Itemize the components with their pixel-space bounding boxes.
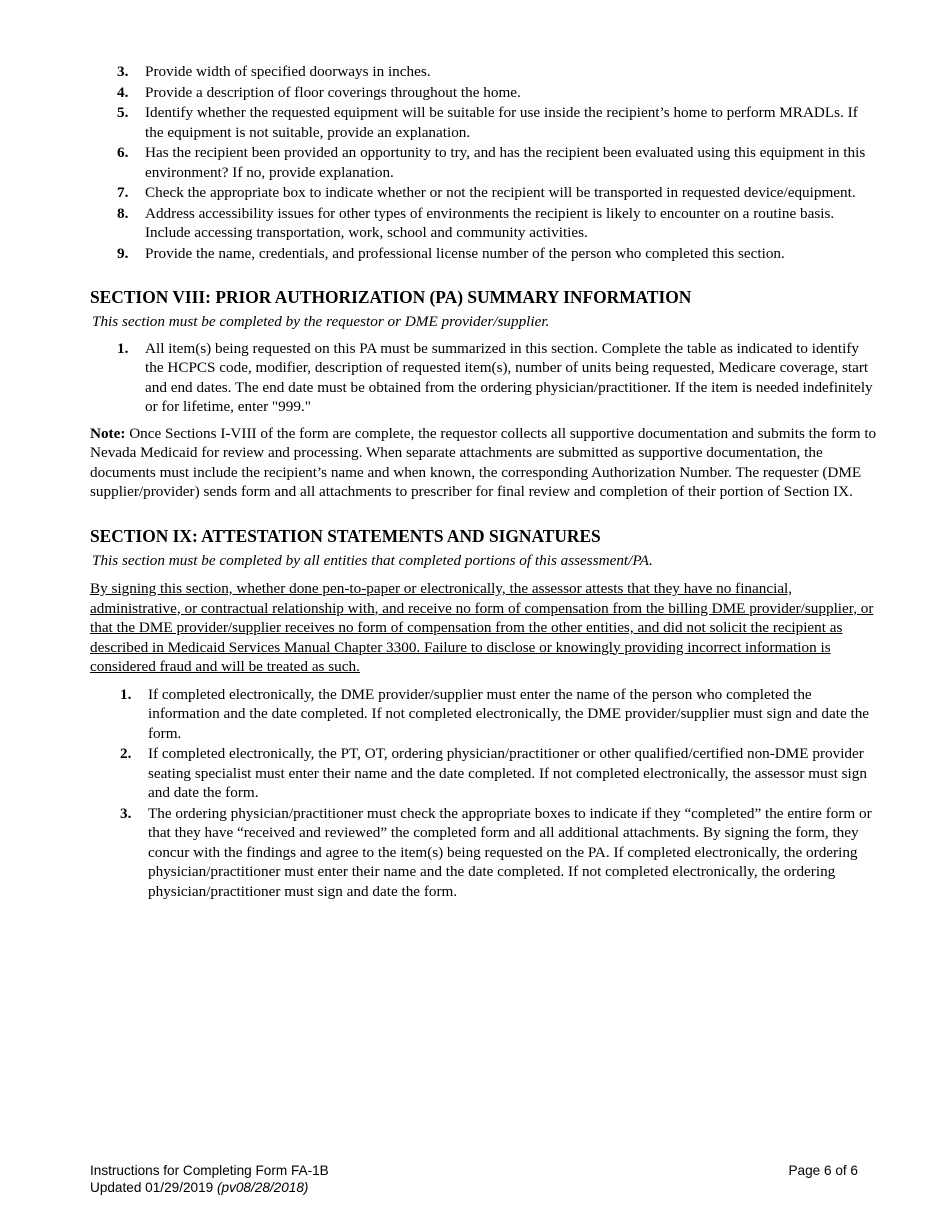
footer-updated-date: Updated 01/29/2019 (90, 1179, 217, 1195)
list-item (90, 103, 880, 142)
item-text: The ordering physician/practitioner must check the appropriate boxes to indicate if they “completed” the entire form or that they have “received and reviewed” the completed form and all additional attachments. By signing the form, they concur with the findings and agree to the item(s) being requested on the PA. If completed electronically, the ordering physician/practitioner must enter their name and the date completed. If not completed electronically, the ordering physician/practitioner must sign and date the form. (148, 804, 872, 900)
item-number: 3. (120, 804, 132, 822)
page-footer (90, 1163, 858, 1196)
list-item (90, 685, 880, 744)
footer-title: Instructions for Completing Form FA-1B (90, 1163, 329, 1178)
list-item (90, 744, 880, 803)
list-item (90, 804, 880, 902)
item-number: 3. (117, 63, 129, 80)
section8-list (90, 339, 880, 417)
item-number: 6. (117, 144, 129, 161)
item-number: 1. (120, 685, 132, 703)
document-page (90, 62, 880, 902)
section9-heading: SECTION IX: ATTESTATION STATEMENTS AND SIGNATURES (90, 525, 601, 546)
attestation-statement: By signing this section, whether done pen-to-paper or electronically, the assessor attests that they have no financial, administrative, or contractual relationship with, and receive no form of compensation from the billing DME provider/supplier, or that the DME provider/supplier receives no form of compensation from the other entities, and did not solicit the recipient as described in Medicaid Services Manual Chapter 3300. Failure to disclose or knowingly providing incorrect information is considered fraud and will be treated as such. (90, 580, 874, 675)
item-text: Provide width of specified doorways in inches. (145, 63, 431, 80)
section8-heading: SECTION VIII: PRIOR AUTHORIZATION (PA) SUMMARY INFORMATION (90, 287, 692, 307)
item-number: 8. (117, 204, 129, 222)
section8-subheading: This section must be completed by the requestor or DME provider/supplier. (92, 313, 550, 330)
footer-updated (90, 1180, 858, 1197)
item-number: 2. (120, 745, 132, 762)
item-text: Check the appropriate box to indicate whether or not the recipient will be transported in requested device/equipment. (145, 184, 856, 201)
item-number: 4. (117, 83, 129, 101)
item-text: All item(s) being requested on this PA must be summarized in this section. Complete the table as indicated to identify the HCPCS code, modifier, description of requested item(s), number of units being requested, Medicare coverage, start and end dates. The end date must be obtained from the ordering physician/practitioner. If the item is needed indefinitely or for lifetime, enter "999." (145, 339, 873, 415)
note-paragraph (90, 424, 880, 502)
footer-version: (pv08/28/2018) (216, 1179, 309, 1195)
list-item (90, 244, 880, 264)
list-item (90, 204, 880, 243)
list-item (90, 83, 880, 103)
item-text: Provide the name, credentials, and professional license number of the person who completed this section. (145, 244, 785, 262)
item-text: Has the recipient been provided an opportunity to try, and has the recipient been evaluated using this equipment in this environment? If no, provide explanation. (145, 144, 866, 181)
note-text: Once Sections I-VIII of the form are complete, the requestor collects all supportive documentation and submits the form to Nevada Medicaid for review and processing. When separate attachments are submitted as supportive documentation, the documents must include the recipient’s name and when known, the corresponding Authorization Number. The requester (DME supplier/provider) sends form and all attachments to prescriber for final review and completion of their portion of Section IX. (90, 424, 877, 500)
item-number: 9. (117, 244, 129, 262)
item-number: 5. (117, 104, 129, 121)
note-label: Note: (90, 424, 126, 442)
item-text: Provide a description of floor coverings throughout the home. (145, 83, 521, 101)
list-item (90, 183, 880, 203)
page-number: Page 6 of 6 (788, 1163, 858, 1178)
item-text: If completed electronically, the DME provider/supplier must enter the name of the person who completed the information and the date completed. If not completed electronically, the DME provider/supplier must sign and date the form. (148, 685, 870, 742)
item-number: 1. (117, 339, 129, 357)
section9-subheading: This section must be completed by all entities that completed portions of this assessment/PA. (92, 551, 653, 569)
item-number: 7. (117, 184, 129, 201)
item-text: Address accessibility issues for other types of environments the recipient is likely to encounter on a routine basis. Include accessing transportation, work, school and community activities. (145, 204, 835, 241)
section7-list (90, 62, 880, 263)
item-text: Identify whether the requested equipment will be suitable for use inside the recipient’s home to perform MRADLs. If the equipment is not suitable, provide an explanation. (145, 104, 858, 141)
list-item (90, 143, 880, 182)
list-item (90, 339, 880, 417)
section9-list (90, 685, 880, 902)
item-text: If completed electronically, the PT, OT, ordering physician/practitioner or other qualified/certified non-DME provider seating specialist must enter their name and the date completed. If not completed electronically, the assessor must sign and date the form. (148, 745, 867, 801)
list-item (90, 62, 880, 82)
